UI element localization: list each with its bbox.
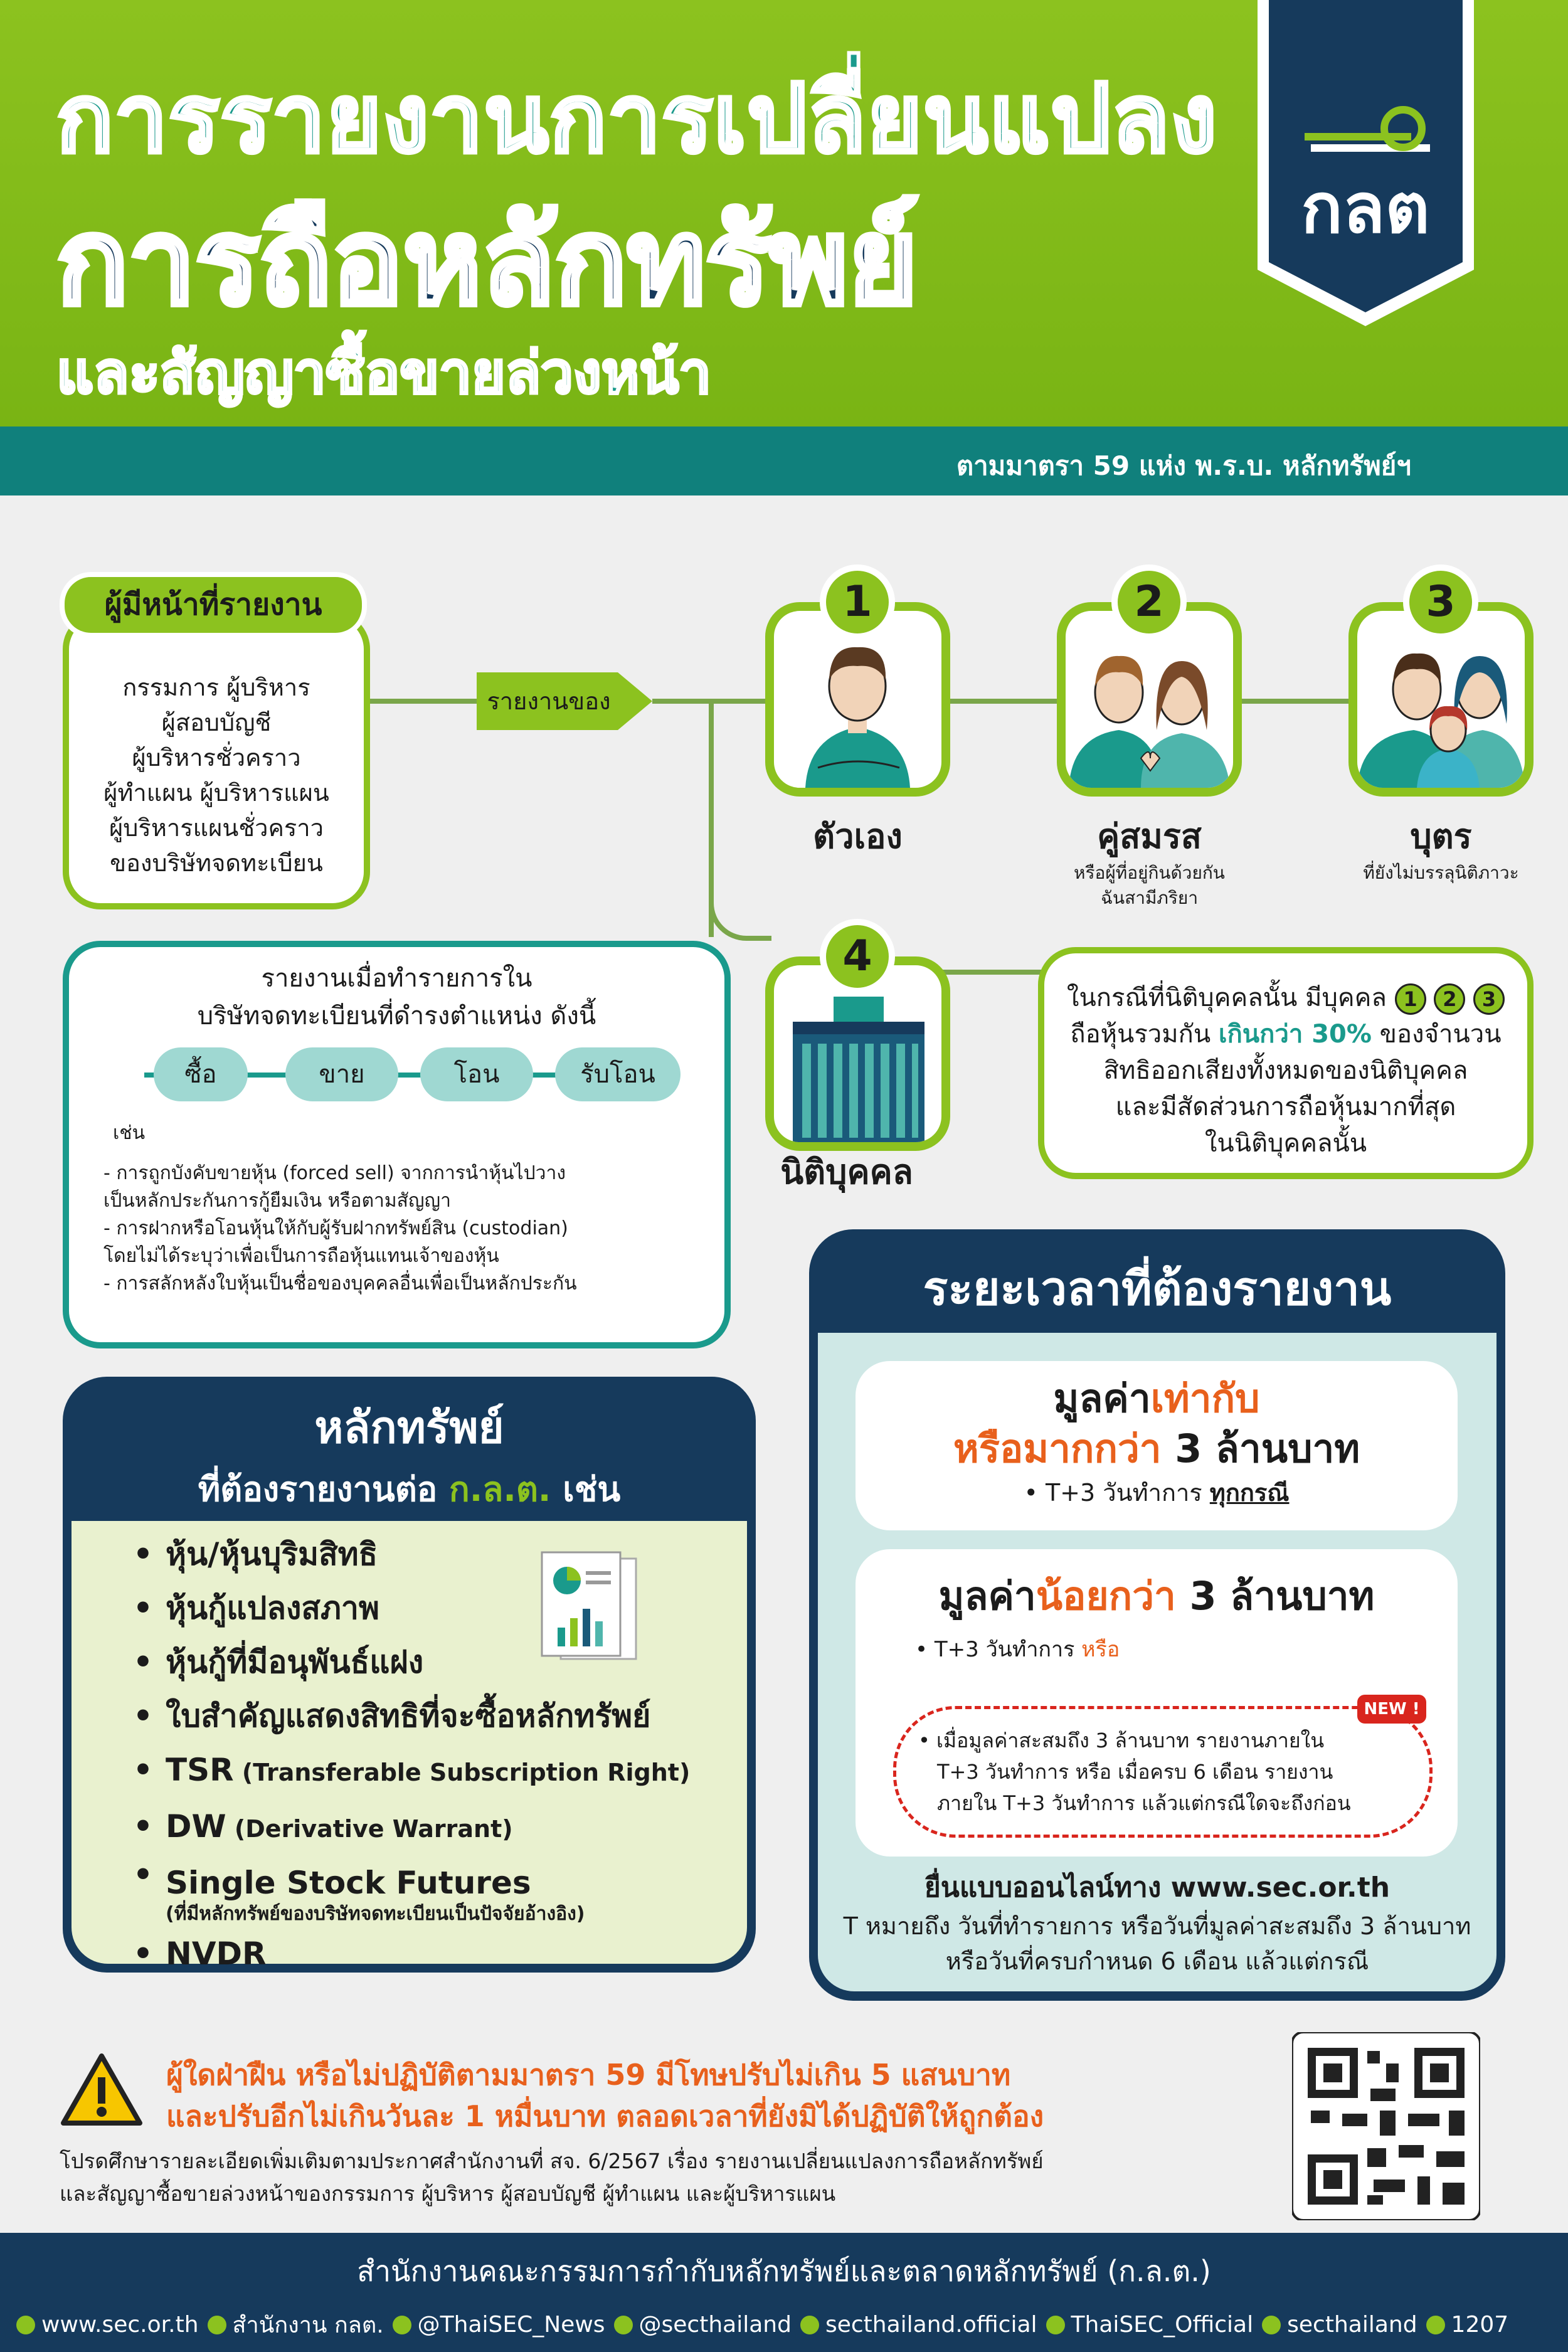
person-note-child: ที่ยังไม่บรรลุนิติภาวะ xyxy=(1363,862,1519,883)
instagram-icon xyxy=(800,2316,819,2334)
card1-c: หรือมากกว่า xyxy=(953,1426,1162,1471)
penalty-warning xyxy=(166,2054,1044,2137)
juristic-line1: ในกรณีที่นิติบุคคลนั้น มีบุคคล xyxy=(1066,983,1387,1012)
penalty-line: และปรับอีกไม่เกินวันละ 1 หมื่นบาท ตลอดเวลาที่ยังมิได้ปฏิบัติให้ถูกต้อง xyxy=(166,2099,1044,2133)
report-document-icon xyxy=(523,1546,649,1671)
card1-a: มูลค่า xyxy=(1053,1375,1151,1421)
footer-link-facebook[interactable]: สำนักงาน กลต. xyxy=(232,2312,384,2338)
card2-bullet: T+3 วันทำการ xyxy=(934,1637,1082,1662)
securities-sub-suffix: เช่น xyxy=(551,1470,621,1509)
web-icon xyxy=(16,2316,35,2334)
card1-bullet-u: ทุกกรณี xyxy=(1209,1479,1290,1507)
reporter-line: ของบริษัทจดทะเบียน xyxy=(110,849,323,877)
timing-card-gte: มูลค่าเท่ากับ หรือมากกว่า 3 ล้านบาท • T+3 วันทำการ ทุกกรณี xyxy=(856,1361,1458,1530)
securities-sub-prefix: ที่ต้องรายงานต่อ xyxy=(198,1470,450,1509)
threads-icon xyxy=(1262,2316,1281,2334)
security-item: • หุ้นกู้แปลงสภาพ xyxy=(128,1581,690,1635)
example-line: - การถูกบังคับขายหุ้น (forced sell) จากการนำหุ้นไปวาง xyxy=(103,1162,566,1184)
security-item: • หุ้นกู้ที่มีอนุพันธ์แฝง xyxy=(128,1635,690,1689)
examples xyxy=(103,1120,724,1298)
example-line: - การฝากหรือโอนหุ้นให้กับผู้รับฝากทรัพย์สิน (custodian) xyxy=(103,1217,568,1239)
securities-sub-highlight: ก.ล.ต. xyxy=(449,1470,551,1509)
juristic-note-box xyxy=(1038,947,1534,1179)
phone-icon xyxy=(1426,2316,1445,2334)
timing-heading: ระยะเวลาที่ต้องรายงาน xyxy=(923,1262,1392,1316)
securities-list-panel xyxy=(72,1521,747,1972)
badge-1: 1 xyxy=(1395,983,1426,1015)
reporter-heading: ผู้มีหน้าที่รายงาน xyxy=(60,572,367,638)
tiktok-icon xyxy=(1046,2316,1065,2334)
security-item: • Single Stock Futures (ที่มีหลักทรัพย์ของบริษัทจดทะเบียนเป็นปัจจัยอ้างอิง) xyxy=(128,1856,690,1927)
connector-line-juristic xyxy=(941,970,1041,975)
example-line: โดยไม่ได้ระบุว่าเพื่อเป็นการถือหุ้นแทนเจ้าของหุ้น xyxy=(103,1245,499,1267)
new-badge: NEW ! xyxy=(1357,1695,1426,1724)
person-label-juristic: นิติบุคคล xyxy=(780,1152,913,1192)
footer-link-threads[interactable]: secthailand xyxy=(1287,2312,1417,2338)
timing-panel xyxy=(818,1333,1496,1991)
pill-transfer: โอน xyxy=(420,1047,533,1101)
person-number-badge: 3 xyxy=(1403,564,1478,640)
reference-line: และสัญญาซื้อขายล่วงหน้าของกรรมการ ผู้บริหาร ผู้สอบบัญชี ผู้ทำแผน และผู้บริหารแผน xyxy=(60,2181,836,2206)
person-label-child: บุตร xyxy=(1410,817,1472,856)
new-rule-text: • เมื่อมูลค่าสะสมถึง 3 ล้านบาท รายงานภายใน T+3 วันทำการ หรือ เมื่อครบ 6 เดือน รายงาน ภายใน T+3 วันทำการ แล้วแต่กรณีใดจะถึงก่อน xyxy=(918,1725,1351,1819)
person-label-spouse: คู่สมรส xyxy=(1097,817,1202,856)
person-number-badge: 1 xyxy=(820,564,895,640)
warning-icon xyxy=(60,2051,144,2129)
pill-receive: รับโอน xyxy=(555,1047,681,1101)
timing-box xyxy=(809,1229,1505,2001)
footer-link-tiktok[interactable]: ThaiSEC_Official xyxy=(1071,2312,1254,2338)
title-line-2: การถือหลักทรัพย์ xyxy=(56,193,918,331)
securities-box xyxy=(63,1377,756,1973)
facebook-icon xyxy=(208,2316,226,2334)
reporter-line: ผู้ทำแผน ผู้บริหารแผน xyxy=(103,779,329,807)
report-of-label: รายงานของ xyxy=(487,687,611,715)
new-rule-line: ภายใน T+3 วันทำการ แล้วแต่กรณีใดจะถึงก่อน xyxy=(937,1791,1351,1815)
transaction-pills xyxy=(69,1044,724,1120)
qr-code-icon[interactable] xyxy=(1292,2032,1480,2220)
security-item: • DW (Derivative Warrant) xyxy=(128,1799,690,1856)
juristic-line2-suffix: ของจำนวน xyxy=(1371,1020,1502,1049)
online-filing: ยื่นแบบออนไลน์ทาง www.sec.or.th xyxy=(924,1872,1391,1904)
ssf-note: (ที่มีหลักทรัพย์ของบริษัทจดทะเบียนเป็นปัจจัยอ้างอิง) xyxy=(166,1903,585,1925)
connector-line-vertical xyxy=(709,699,714,937)
card2-c: 3 ล้านบาท xyxy=(1175,1573,1375,1619)
security-item: • TSR (Transferable Subscription Right) xyxy=(128,1743,690,1799)
subtitle: ตามมาตรา 59 แห่ง พ.ร.บ. หลักทรัพย์ฯ xyxy=(956,450,1411,481)
badge-2: 2 xyxy=(1434,983,1465,1015)
reference-note xyxy=(60,2145,1044,2210)
example-line: เป็นหลักประกันการกู้ยืมเงิน หรือตามสัญญา xyxy=(103,1190,451,1212)
connector-curve xyxy=(709,903,771,941)
reporter-line: กรรมการ ผู้บริหาร xyxy=(122,674,310,701)
logo-text: กลต xyxy=(1301,168,1430,248)
sec-logo-icon xyxy=(1258,0,1474,326)
juristic-line5: ในนิติบุคคลนั้น xyxy=(1204,1129,1367,1158)
security-item: • NVDR xyxy=(128,1927,690,1981)
examples-label: เช่น xyxy=(113,1122,146,1144)
card1-bullet: T+3 วันทำการ xyxy=(1045,1479,1210,1507)
footer xyxy=(0,2233,1568,2352)
badge-3: 3 xyxy=(1473,983,1505,1015)
example-line: - การสลักหลังใบหุ้นเป็นชื่อของบุคคลอื่นเพื่อเป็นหลักประกัน xyxy=(103,1273,577,1295)
footer-link-phone[interactable]: 1207 xyxy=(1451,2312,1509,2338)
transactions-box xyxy=(63,941,731,1348)
security-item: • หุ้น/หุ้นบุริมสิทธิ xyxy=(128,1527,690,1581)
card2-b: น้อยกว่า xyxy=(1036,1573,1176,1619)
line-icon xyxy=(614,2316,633,2334)
footer-link-x[interactable]: @ThaiSEC_News xyxy=(417,2312,605,2338)
title-line-3: และสัญญาซื้อขายล่วงหน้า xyxy=(56,339,711,406)
x-icon xyxy=(393,2316,411,2334)
pill-buy: ซื้อ xyxy=(154,1047,248,1101)
report-of-arrow xyxy=(477,672,652,730)
person-number-badge: 2 xyxy=(1111,564,1187,640)
header xyxy=(0,0,1568,495)
card1-b: เท่ากับ xyxy=(1150,1375,1260,1421)
footer-link-web[interactable]: www.sec.or.th xyxy=(41,2312,199,2338)
card1-d: 3 ล้านบาท xyxy=(1161,1426,1360,1471)
connector-line xyxy=(370,699,477,704)
card2-a: มูลค่า xyxy=(938,1573,1036,1619)
timing-card-lt: มูลค่าน้อยกว่า 3 ล้านบาท • T+3 วันทำการ หรือ NEW ! • เมื่อมูลค่าสะสมถึง 3 ล้านบาท รายงานภายใน T+3 วันทำการ หรือ เมื่อครบ 6 เดือน รายงาน ภายใน T+3 วันทำการ แล้วแต่กรณีใดจะถึงก่อน xyxy=(856,1549,1458,1857)
footer-links xyxy=(8,2307,1563,2343)
pill-sell: ขาย xyxy=(285,1047,398,1101)
reporter-line: ผู้บริหารชั่วคราว xyxy=(132,744,301,771)
reference-line: โปรดศึกษารายละเอียดเพิ่มเติมตามประกาศสำนักงานที่ สจ. 6/2567 เรื่อง รายงานเปลี่ยนแปลงการถือหลักทรัพย์ xyxy=(60,2149,1044,2173)
juristic-line3: สิทธิออกเสียงทั้งหมดของนิติบุคคล xyxy=(1103,1056,1468,1085)
card2-bullet-or: หรือ xyxy=(1081,1637,1120,1662)
securities-heading: หลักทรัพย์ xyxy=(314,1402,504,1453)
person-label-self: ตัวเอง xyxy=(813,817,903,856)
transactions-heading1: รายงานเมื่อทำรายการใน xyxy=(261,964,532,993)
title-line-1: การรายงานการเปลี่ยนแปลง xyxy=(56,65,1218,174)
security-item: • ใบสำคัญแสดงสิทธิที่จะซื้อหลักทรัพย์ xyxy=(128,1689,690,1743)
person-note-spouse: หรือผู้ที่อยู่กินด้วยกัน ฉันสามีภริยา xyxy=(1074,862,1225,908)
t-definition-2: หรือวันที่ครบกำหนด 6 เดือน แล้วแต่กรณี xyxy=(945,1947,1369,1975)
person-number-badge: 4 xyxy=(820,919,895,994)
footer-link-instagram[interactable]: secthailand.official xyxy=(825,2312,1037,2338)
reporter-line: ผู้บริหารแผนชั่วคราว xyxy=(109,814,324,842)
new-rule-line: T+3 วันทำการ หรือ เมื่อครบ 6 เดือน รายงาน xyxy=(937,1760,1333,1784)
penalty-line: ผู้ใดฝ่าฝืน หรือไม่ปฏิบัติตามมาตรา 59 มีโทษปรับไม่เกิน 5 แสนบาท xyxy=(166,2058,1011,2092)
reporter-line: ผู้สอบบัญชี xyxy=(161,709,272,736)
new-rule-line: เมื่อมูลค่าสะสมถึง 3 ล้านบาท รายงานภายใน xyxy=(936,1729,1325,1752)
juristic-line4: และมีสัดส่วนการถือหุ้นมากที่สุด xyxy=(1115,1093,1456,1121)
reporter-list xyxy=(63,670,370,881)
transactions-heading2: บริษัทจดทะเบียนที่ดำรงตำแหน่ง ดังนี้ xyxy=(197,1002,596,1030)
footer-org: สำนักงานคณะกรรมการกำกับหลักทรัพย์และตลาดหลักทรัพย์ (ก.ล.ต.) xyxy=(357,2254,1211,2288)
juristic-highlight: เกินกว่า 30% xyxy=(1218,1020,1372,1049)
t-definition-1: T หมายถึง วันที่ทำรายการ หรือวันที่มูลค่าสะสมถึง 3 ล้านบาท xyxy=(843,1912,1471,1940)
connector-line-persons xyxy=(652,699,1380,704)
footer-link-line[interactable]: @secthailand xyxy=(638,2312,792,2338)
juristic-line2-prefix: ถือหุ้นรวมกัน xyxy=(1070,1020,1219,1049)
